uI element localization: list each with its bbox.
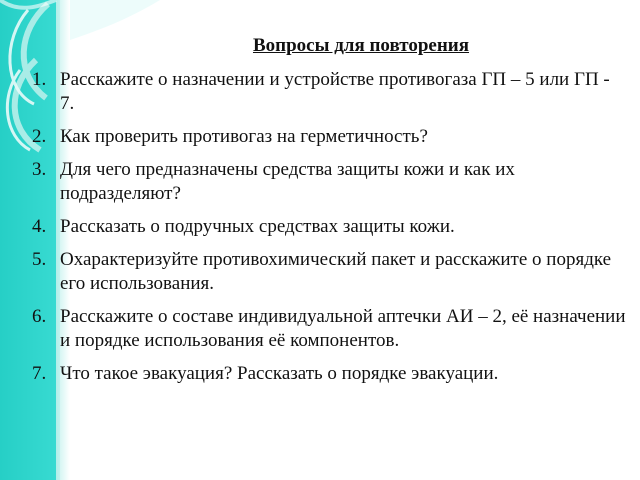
question-text: Расскажите о составе индивидуальной аптечки АИ – 2, её назначении и порядке использования её компонентов. (60, 306, 626, 351)
question-text: Расскажите о назначении и устройстве противогаза ГП – 5 или ГП - 7. (60, 69, 610, 114)
question-number: 7. (32, 363, 47, 384)
question-list (26, 68, 626, 386)
question-text: Для чего предназначены средства защиты кожи и как их подразделяют? (60, 159, 515, 204)
question-number: 4. (32, 216, 47, 237)
question-text: Охарактеризуйте противохимический пакет и расскажите о порядке его использования. (60, 249, 612, 294)
question-item (26, 68, 626, 116)
slide-content (26, 34, 626, 395)
question-item (26, 362, 626, 386)
question-item (26, 125, 626, 149)
question-item (26, 305, 626, 353)
question-number: 6. (32, 306, 47, 327)
question-number: 2. (32, 126, 47, 147)
question-text: Как проверить противогаз на герметичность? (60, 126, 428, 147)
question-item (26, 215, 626, 239)
question-item (26, 158, 626, 206)
question-text: Рассказать о подручных средствах защиты кожи. (60, 216, 455, 237)
slide-title: Вопросы для повторения (252, 35, 470, 56)
question-number: 1. (32, 69, 47, 90)
question-item (26, 248, 626, 296)
question-text: Что такое эвакуация? Рассказать о порядке эвакуации. (60, 363, 499, 384)
question-number: 5. (32, 249, 47, 270)
question-number: 3. (32, 159, 47, 180)
